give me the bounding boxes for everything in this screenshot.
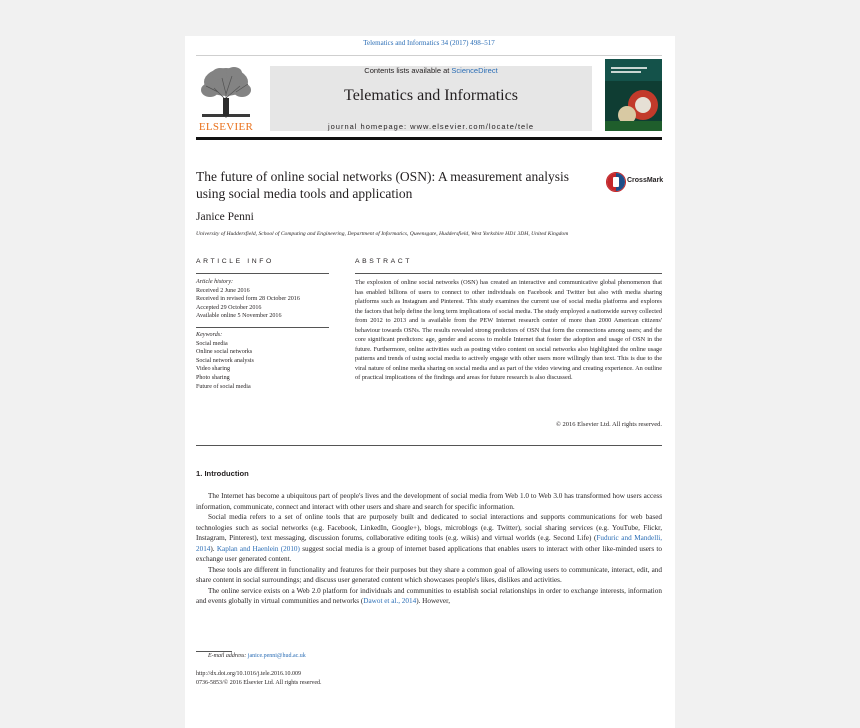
crossmark-label: CrossMark	[627, 177, 664, 184]
journal-title: Telematics and Informatics	[344, 87, 518, 104]
abstract-copyright: © 2016 Elsevier Ltd. All rights reserved.	[555, 421, 662, 428]
keywords-list	[196, 331, 336, 391]
article-info-rule	[196, 273, 329, 274]
keyword-item: Video sharing	[196, 366, 230, 373]
footnote-rule	[196, 651, 232, 652]
abstract-rule	[355, 273, 662, 274]
history-item: Received 2 June 2016	[196, 287, 250, 294]
intro-paragraph-2	[196, 512, 662, 565]
keyword-item: Social network analysis	[196, 357, 254, 364]
keyword-item: Online social networks	[196, 349, 253, 356]
p2-text-a: Social media refers to a set of online tools that are purposely built and dedicated to social interactions and supports communications for web based technologies such as social networks (e.g. Facebook, LinkedIn, Google+), blogs, microblogs (e.g. Twitter), social sharing services (e.g. YouTube, Flickr, Instagram, Pinterest), text messaging, discussion forums, collaborative editing tools (e.g. wikis) and virtual worlds (e.g. Second Life) (	[196, 513, 662, 542]
p2-text-b: ).	[210, 544, 217, 553]
doi-link[interactable]: http://dx.doi.org/10.1016/j.tele.2016.10.009	[196, 671, 302, 677]
citation-link[interactable]: Kaplan and Haenlein (2010)	[216, 544, 300, 553]
header-thick-rule	[196, 137, 662, 140]
history-label: Article history:	[196, 279, 234, 285]
keyword-item: Future of social media	[196, 383, 251, 390]
history-item: Received in revised form 28 October 2016	[196, 296, 300, 303]
keyword-item: Social media	[196, 340, 228, 347]
abstract-text: The explosion of online social networks (OSN) has created an interactive and communicative global phenomenon that has enabled billions of users to connect to other individuals on Facebook and Twitter but also with media sharing platforms such as Instagram and Pinterest. This study examines the current use of social media platforms and explores the factors that help define the long term implications of social media. The study employed a nationwide survey collected from 2012 to 2013 and is available from the PEW Internet research center of more than 2000 American citizens' behaviour towards OSNs. The results revealed strong predictors of OSN that form the connections among users; and the core significant predictors: age, gender and access to mobile Internet that foster the adoption and usage of OSN in the future. Furthermore, online activities such as posting video content on social networks also highlighted the online usage patterns and trends of using social media to actively engage with other users more willingly than text. This is due to the viral nature of online media sharing on social media and as part of the video viewing and creating experience. An outline of practical implications of the findings and areas for future research is also discussed.	[355, 279, 662, 381]
elsevier-wordmark: ELSEVIER	[198, 121, 254, 133]
contents-line	[270, 66, 592, 75]
keywords-label: Keywords:	[196, 332, 223, 338]
abstract-bottom-rule	[196, 445, 662, 446]
crossmark-icon	[606, 172, 626, 192]
email-footnote	[208, 653, 306, 659]
citation-link[interactable]: Fuduric and Mandelli, 2014	[196, 534, 663, 553]
journal-cover-image	[605, 59, 662, 131]
history-item: Accepted 29 October 2016	[196, 304, 262, 311]
journal-reference-link[interactable]: Telematics and Informatics 34 (2017) 498–517	[363, 39, 495, 47]
header-divider	[196, 55, 662, 56]
contents-prefix: Contents lists available at	[364, 66, 452, 75]
author-name: Janice Penni	[196, 211, 254, 223]
history-item: Available online 5 November 2016	[196, 313, 282, 320]
journal-homepage[interactable]: journal homepage: www.elsevier.com/locate/tele	[327, 122, 535, 131]
email-link[interactable]: janice.penni@hud.ac.uk	[247, 653, 306, 659]
introduction-body	[196, 491, 662, 607]
keyword-item: Photo sharing	[196, 374, 230, 381]
issn-line: 0736-5853/© 2016 Elsevier Ltd. All rights reserved.	[196, 680, 322, 686]
p4-text-b: ). However,	[416, 597, 451, 605]
p2-text-c: suggest social media is a group of internet based applications that enables users to interact with other like-minded users to exchange user generated content.	[196, 544, 662, 563]
intro-paragraph-1: The Internet has become a ubiquitous part of people's lives and the development of social media from Web 1.0 to Web 3.0 has transformed how users access information, communicate, connect and interact with other users and share and search for specific information.	[196, 492, 662, 511]
citation-link[interactable]: Dawot et al., 2014	[363, 597, 417, 605]
abstract-heading: ABSTRACT	[355, 258, 413, 265]
email-label: E-mail address:	[208, 653, 247, 659]
article-info-heading: ARTICLE INFO	[196, 258, 274, 265]
author-affiliation: University of Huddersfield, School of Computing and Engineering, Department of Informatics, Queensgate, Huddersfield, West Yorkshire HD1 3DH, United Kingdom	[196, 231, 569, 237]
intro-paragraph-3: These tools are different in functionality and features for their purposes but they share a common goal of allowing users to communicate, interact, edit, and share content in social surroundings; and discuss user generated content which showcases people's likes, dislikes and activities.	[196, 565, 662, 584]
intro-paragraph-4	[196, 586, 662, 607]
introduction-heading: 1. Introduction	[196, 469, 249, 478]
keywords-rule	[196, 327, 329, 328]
p4-text-a: The online service exists on a Web 2.0 platform for individuals and communities to establish social relationships in order to exchange interests, information and events globally in virtual communities and networks (	[196, 586, 662, 605]
article-title: The future of online social networks (OSN): A measurement analysis using social media tools and application	[196, 169, 570, 201]
sciencedirect-link[interactable]: ScienceDirect	[451, 66, 498, 75]
article-history	[196, 278, 336, 321]
